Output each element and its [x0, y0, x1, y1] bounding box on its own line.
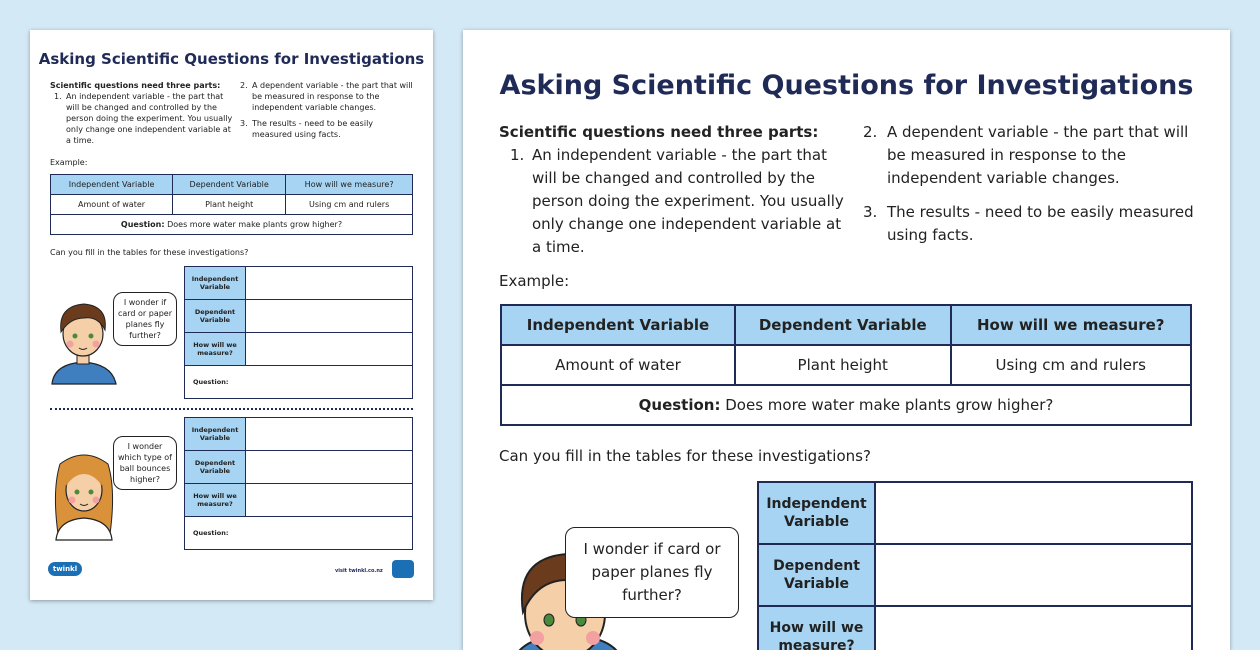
thumbnail-investigation-table-2: [184, 417, 413, 550]
page-title: Asking Scientific Questions for Investigations: [499, 70, 1194, 101]
prompt-text: Can you fill in the tables for these investigations?: [499, 447, 871, 465]
header-independent: Independent Variable: [501, 305, 735, 345]
footer-url: visit twinkl.co.nz: [335, 568, 383, 574]
label-dependent: Dependent Variable: [758, 544, 875, 606]
badge-icon: [392, 560, 414, 578]
question-cell[interactable]: Question:: [185, 366, 413, 399]
answer-cell[interactable]: [246, 418, 413, 451]
label-dependent: Dependent Variable: [185, 300, 246, 333]
answer-cell[interactable]: [246, 484, 413, 517]
thumbnail-part-list: [50, 80, 235, 146]
part-1: 1. An independent variable - the part that will be changed and controlled by the person doing the experiment. You usually only change one independent variable at a time.: [510, 146, 844, 256]
cell-dependent: Plant height: [735, 345, 951, 385]
worksheet-thumbnail: [30, 30, 433, 600]
question-cell[interactable]: Question:: [185, 517, 413, 550]
answer-cell[interactable]: [246, 451, 413, 484]
part-2: 2. A dependent variable - the part that will be measured in response to the independent variable changes.: [863, 123, 1189, 187]
thumbnail-question-row: Question: Does more water make plants grow higher?: [51, 215, 413, 235]
answer-cell[interactable]: [875, 606, 1192, 650]
label-independent: Independent Variable: [185, 267, 246, 300]
dotted-divider: [50, 408, 413, 410]
cell-independent: Amount of water: [501, 345, 735, 385]
part-3: 3. The results - need to be easily measured using facts.: [863, 203, 1194, 244]
thumbnail-cell-independent: Amount of water: [51, 195, 173, 215]
girl-illustration-small: [46, 450, 122, 540]
thumbnail-title: Asking Scientific Questions for Investigations: [38, 50, 425, 68]
label-measure: How will we measure?: [185, 333, 246, 366]
thumbnail-example-label: Example:: [50, 158, 88, 167]
label-dependent: Dependent Variable: [185, 451, 246, 484]
thumbnail-prompt: Can you fill in the tables for these investigations?: [50, 248, 249, 257]
worksheet-zoomed: [463, 30, 1230, 650]
intro-heading: Scientific questions need three parts:: [499, 123, 819, 141]
label-independent: Independent Variable: [758, 482, 875, 544]
header-measure: How will we measure?: [951, 305, 1192, 345]
thumbnail-cell-dependent: Plant height: [173, 195, 286, 215]
cell-measure: Using cm and rulers: [951, 345, 1192, 385]
label-independent: Independent Variable: [185, 418, 246, 451]
answer-cell[interactable]: [246, 267, 413, 300]
thumbnail-example-table: [50, 174, 413, 235]
speech-bubble-girl-small: I wonder which type of ball bounces higher?: [113, 436, 177, 490]
answer-cell[interactable]: [246, 333, 413, 366]
question-row: Question: Does more water make plants grow higher?: [501, 385, 1191, 425]
investigation-table-1: [757, 481, 1193, 650]
thumbnail-part-1: 1. An independent variable - the part that will be changed and controlled by the person doing the experiment. You usually only change one independent variable at a time.: [54, 92, 233, 145]
answer-cell[interactable]: [246, 300, 413, 333]
speech-bubble-boy: I wonder if card or paper planes fly further?: [565, 527, 739, 618]
answer-cell[interactable]: [875, 482, 1192, 544]
header-dependent: Dependent Variable: [735, 305, 951, 345]
thumbnail-investigation-table-1: [184, 266, 413, 399]
twinkl-logo: twinkl: [48, 562, 82, 576]
boy-illustration-small: [44, 298, 122, 384]
thumbnail-cell-measure: Using cm and rulers: [286, 195, 413, 215]
thumbnail-header-measure: How will we measure?: [286, 175, 413, 195]
speech-bubble-boy-small: I wonder if card or paper planes fly further?: [113, 292, 177, 346]
answer-cell[interactable]: [875, 544, 1192, 606]
label-measure: How will we measure?: [758, 606, 875, 650]
example-label: Example:: [499, 272, 570, 290]
thumbnail-intro-heading: Scientific questions need three parts:: [50, 81, 221, 90]
thumbnail-header-independent: Independent Variable: [51, 175, 173, 195]
part-list-left: [499, 121, 849, 259]
thumbnail-header-dependent: Dependent Variable: [173, 175, 286, 195]
thumbnail-part-list-right: [240, 80, 415, 140]
example-table: [500, 304, 1192, 426]
label-measure: How will we measure?: [185, 484, 246, 517]
thumbnail-part-3: 3. The results - need to be easily measured using facts.: [240, 119, 374, 139]
part-list-right: [863, 121, 1203, 247]
thumbnail-part-2: 2. A dependent variable - the part that will be measured in response to the independent variable changes.: [240, 81, 413, 112]
